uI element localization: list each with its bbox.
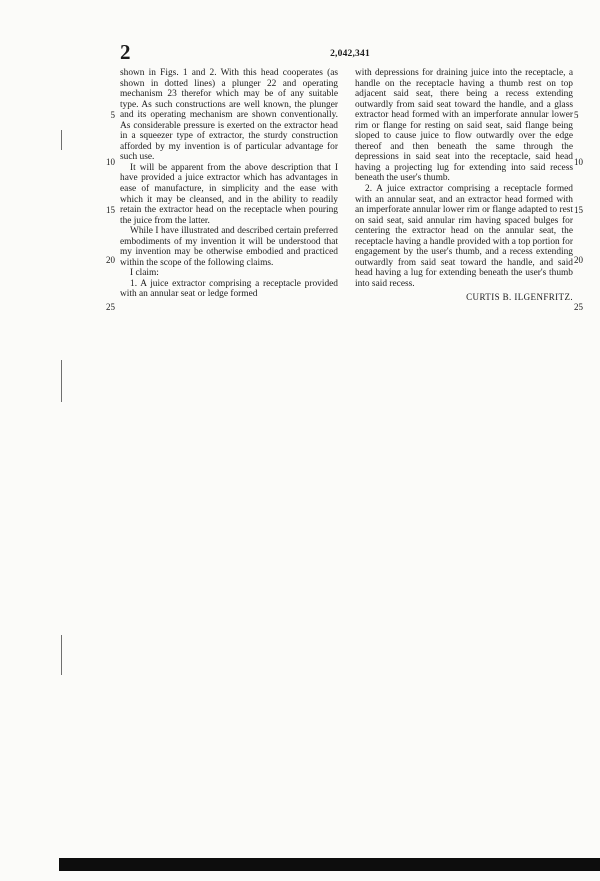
left-line-number-20: 20 bbox=[106, 255, 115, 265]
claim-2: 2. A juice extractor comprising a receptacle formed with an annular seat, and an extractor head formed with an imperforate annular lower rim or flange adapted to rest on said seat, said annular rim having spaced bulges for centering the extractor head on the annular seat, the receptacle having a handle provided with a top portion for engagement by the user's thumb, and a recess extending outwardly from said seat toward the handle, and said head having a lug for extending beneath the user's thumb into said recess. bbox=[355, 184, 573, 289]
right-line-number-25: 25 bbox=[574, 302, 583, 312]
claim-1-continued: with depressions for draining juice into the receptacle, a handle on the receptacle having a thumb rest on top adjacent said seat, there being a recess extending outwardly from said seat toward the handle, and a glass extractor head formed with an imperforate annular lower rim or flange for resting on said seat, said flange being sloped to cause juice to flow outwardly over the edge thereof and then beneath the same through the depressions in said seat into the receptacle, said head having a projecting lug for extending into said recess beneath the user's thumb. bbox=[355, 68, 573, 184]
right-line-number-20: 20 bbox=[574, 255, 583, 265]
scan-margin-mark bbox=[61, 360, 62, 402]
scan-margin-mark bbox=[61, 635, 62, 675]
page-number: 2 bbox=[120, 40, 131, 64]
left-line-number-10: 10 bbox=[106, 157, 115, 167]
claim-1-start: 1. A juice extractor comprising a receptacle provided with an annular seat or ledge formed bbox=[120, 278, 338, 300]
left-paragraph-2: It will be apparent from the above description that I have provided a juice extractor which has advantages in ease of manufacture, in simplicity and the ease with which it may be cleansed, and in the ability to readily retain the extractor head on the receptacle when pouring the juice from the latter. bbox=[120, 162, 338, 226]
left-line-number-25: 25 bbox=[106, 302, 115, 312]
left-paragraph-1: shown in Figs. 1 and 2. With this head cooperates (as shown in dotted lines) a plunger 22 and operating mechanism 23 therefor which may be of any suitable type. As such constructions are well known, the plunger and its operating mechanism are shown conventionally. As considerable pressure is exerted on the extractor head in a squeezer type of extractor, the sturdy construction afforded by my invention is of particular advantage for such use. bbox=[120, 68, 338, 163]
right-line-number-15: 15 bbox=[574, 205, 583, 215]
left-line-number-5: 5 bbox=[110, 110, 115, 120]
right-text-column bbox=[355, 68, 573, 303]
scan-bottom-border bbox=[59, 858, 600, 871]
scan-margin-mark bbox=[61, 130, 62, 150]
left-text-column bbox=[120, 68, 338, 300]
left-line-number-15: 15 bbox=[106, 205, 115, 215]
right-line-number-10: 10 bbox=[574, 157, 583, 167]
left-paragraph-3: While I have illustrated and described certain preferred embodiments of my invention it will be understood that my invention may be otherwise embodied and practiced within the scope of the following claims. bbox=[120, 226, 338, 268]
inventor-signature: CURTIS B. ILGENFRITZ. bbox=[466, 292, 573, 303]
claims-intro: I claim: bbox=[130, 268, 159, 279]
patent-number: 2,042,341 bbox=[330, 49, 370, 59]
right-line-number-5: 5 bbox=[574, 110, 579, 120]
